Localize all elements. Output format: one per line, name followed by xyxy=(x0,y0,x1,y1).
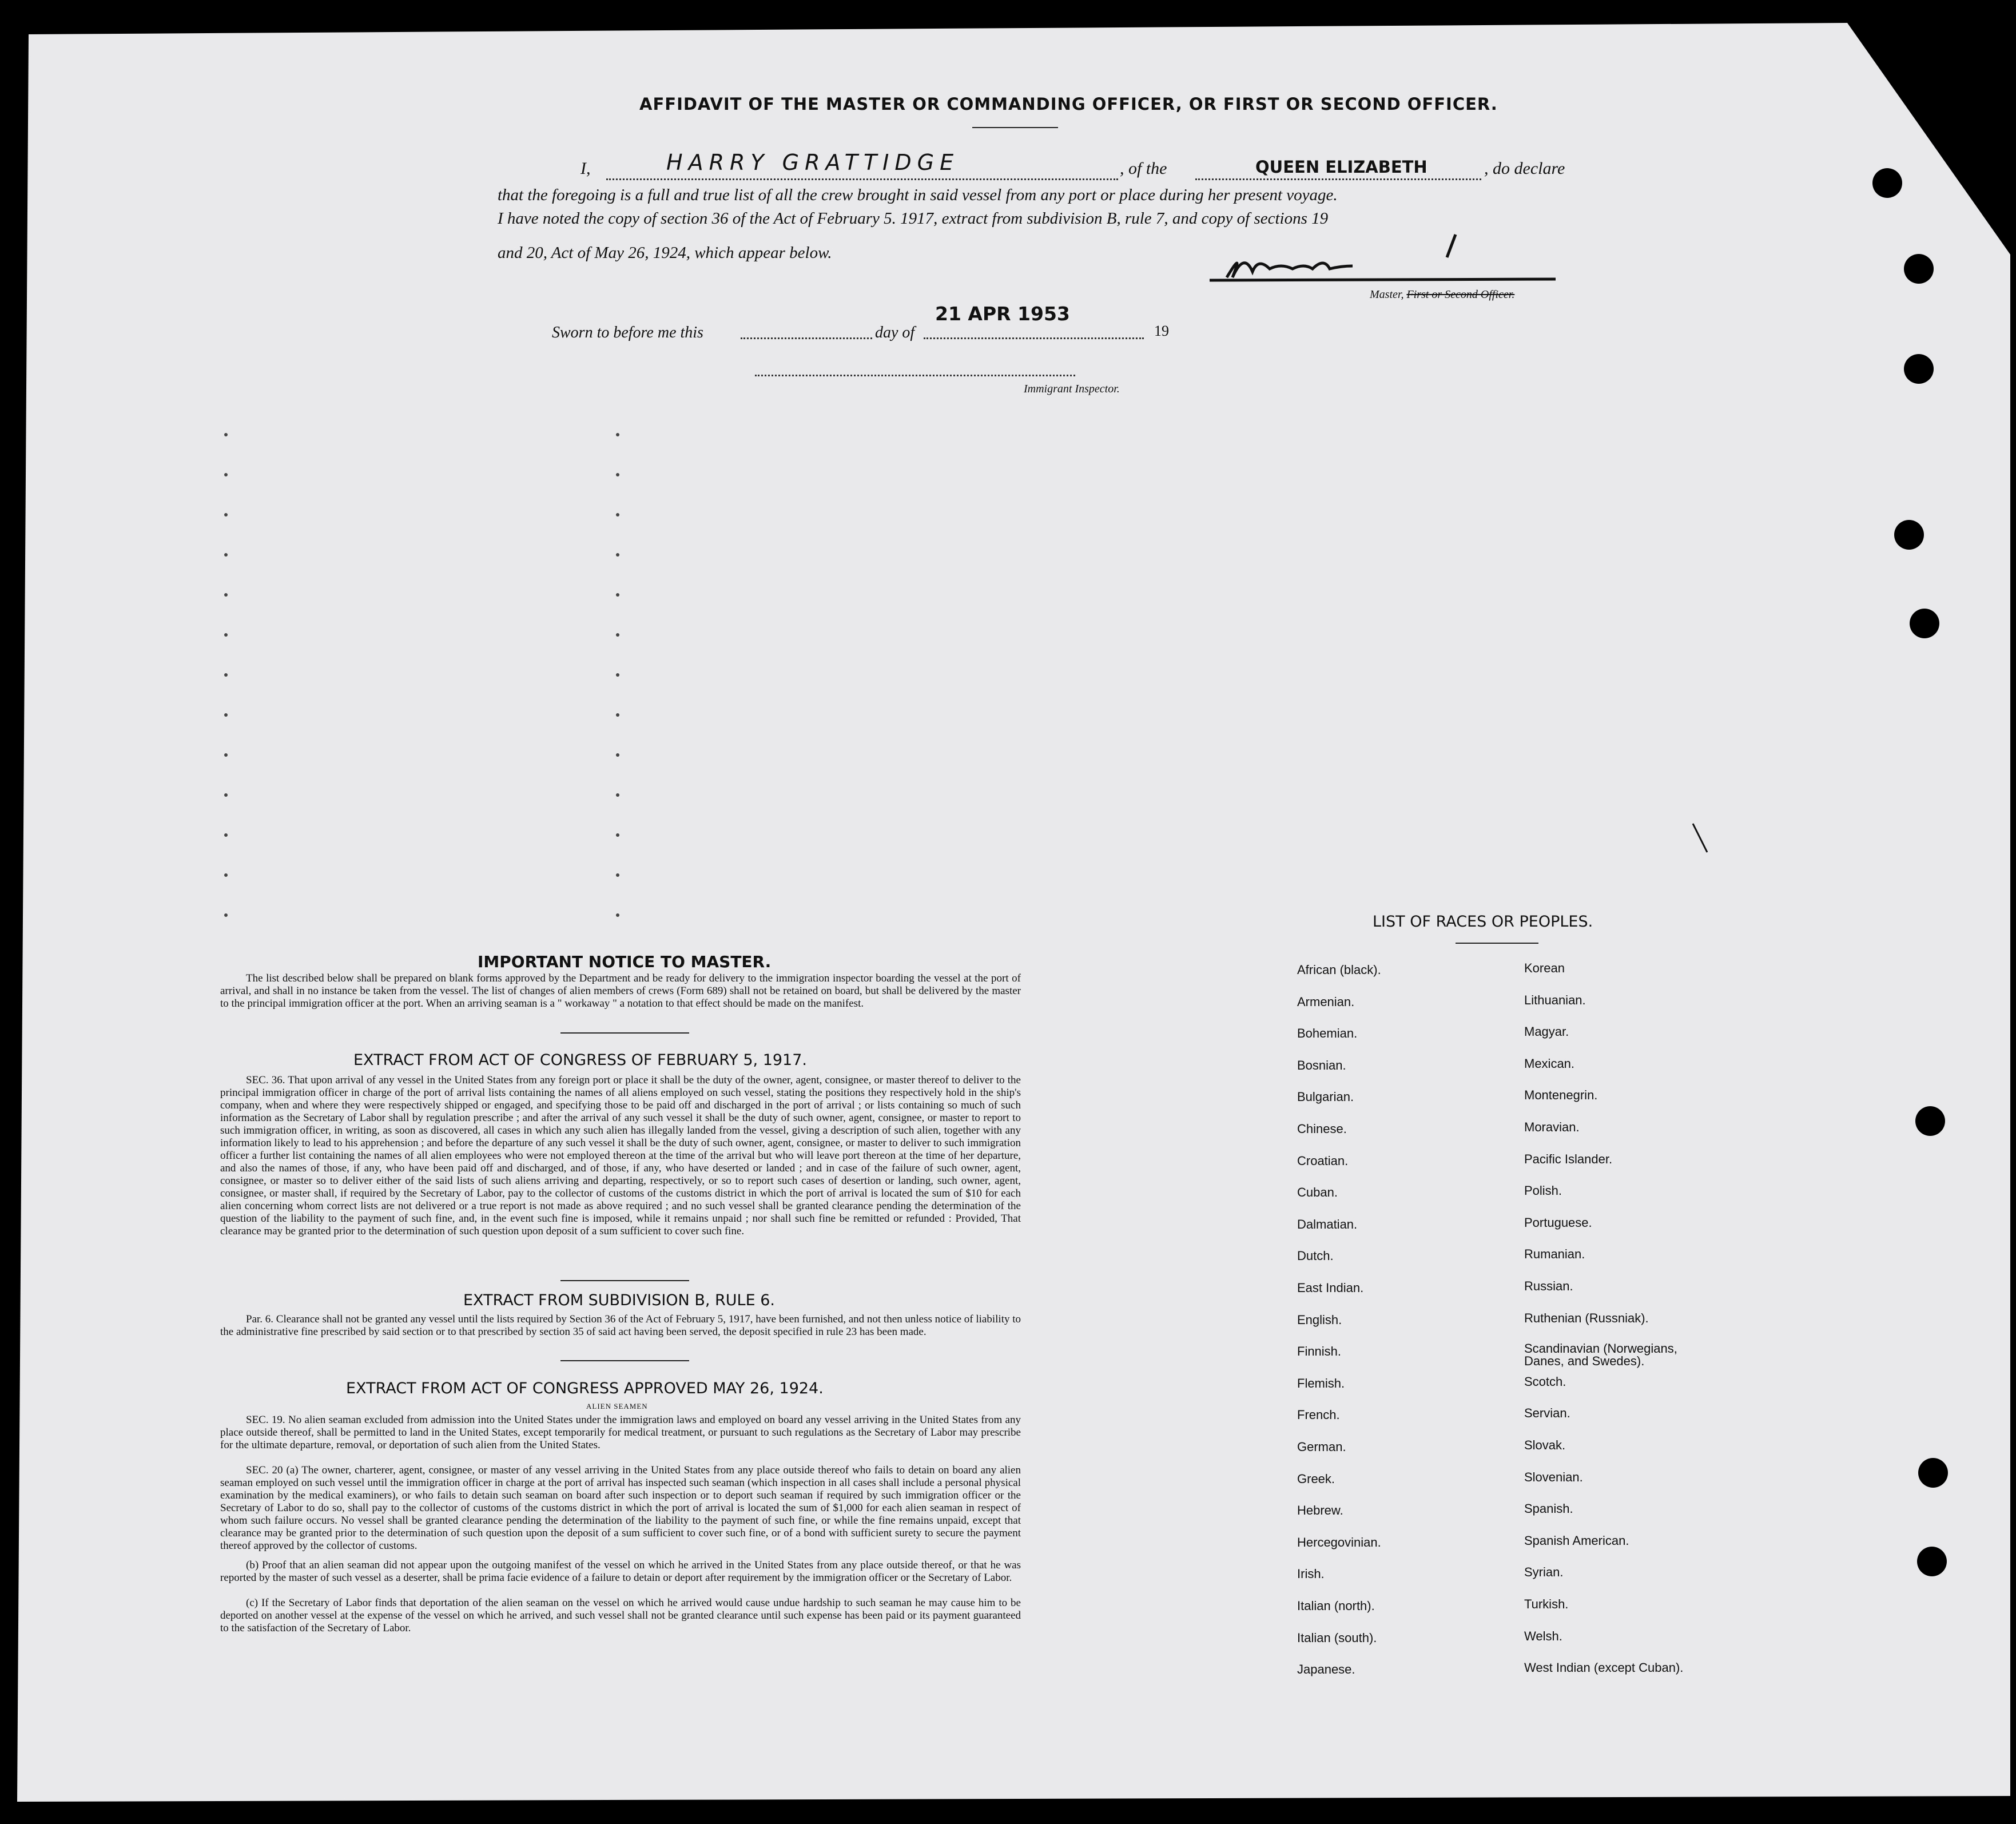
extract-1917-title: EXTRACT FROM ACT OF CONGRESS OF FEBRUARY 5, 1917. xyxy=(353,1051,807,1069)
notice-body: The list described below shall be prepared on blank forms approved by the Department and be ready for delivery to the immigration inspector boarding the vessel at the port of arrival, and shall in no instance be taken from the vessel. The list of changes of alien members of crews (Form 689) shall not be retained on board, but shall be delivered by the master to the principal immigration officer at the port. When an arriving seaman is a " workaway " a notation to that effect should be made on the manifest. xyxy=(220,972,1021,1010)
races-title: LIST OF RACES OR PEOPLES. xyxy=(1373,913,1593,931)
signature-caption-struck: First or Second Officer. xyxy=(1406,288,1515,301)
notice-title: IMPORTANT NOTICE TO MASTER. xyxy=(478,952,772,971)
race-entry: Bohemian. xyxy=(1297,1026,1358,1041)
extract-rule6-title: EXTRACT FROM SUBDIVISION B, RULE 6. xyxy=(463,1291,775,1309)
race-entry: Croatian. xyxy=(1297,1153,1349,1168)
divider xyxy=(560,1280,689,1281)
signature-caption-master: Master, xyxy=(1370,288,1404,301)
punch-hole xyxy=(1915,1106,1945,1136)
race-entry: Slovenian. xyxy=(1524,1469,1583,1484)
race-entry: Russian. xyxy=(1524,1279,1573,1293)
race-entry: Armenian. xyxy=(1297,994,1355,1009)
vessel-line xyxy=(1195,178,1481,180)
race-entry: Bulgarian. xyxy=(1297,1090,1354,1104)
race-entry: East Indian. xyxy=(1297,1281,1364,1295)
race-entry: Welsh. xyxy=(1524,1628,1562,1643)
race-entry: Montenegrin. xyxy=(1524,1088,1598,1103)
race-entry: Syrian. xyxy=(1524,1565,1564,1580)
race-entry: Korean xyxy=(1524,961,1565,975)
extract-1924-subtitle: ALIEN SEAMEN xyxy=(586,1402,648,1410)
race-entry: Dalmatian. xyxy=(1297,1217,1358,1231)
punch-hole xyxy=(1872,168,1902,198)
race-entry: Cuban. xyxy=(1297,1185,1338,1200)
punch-hole xyxy=(1904,254,1934,284)
punch-hole xyxy=(1917,1547,1947,1576)
sworn-date-stamp: 21 APR 1953 xyxy=(935,303,1070,325)
race-entry: Bosnian. xyxy=(1297,1058,1346,1072)
extract-1924-sec19: SEC. 19. No alien seaman excluded from admission into the United States under the immigration laws and employed on board any vessel arriving in the United States from any place outside thereof, shall be permitted to land in the United States, except temporarily for medical treatment, or pursuant to such regulations as the Secretary of Labor may prescribe for the ultimate departure, removal, or deportation of such alien from the United States. xyxy=(220,1414,1021,1451)
race-entry: Finnish. xyxy=(1297,1344,1342,1359)
race-entry: Irish. xyxy=(1297,1567,1325,1581)
extract-1924-sec20c: (c) If the Secretary of Labor finds that deportation of the alien seaman on the vessel on which he arrived would cause undue hardship to such seaman he may cause him to be deported on another vessel at the expense of the vessel on which he arrived, and such vessel shall not be granted clearance until such expense has been paid or its payment guaranteed to the satisfaction of the Secretary of Labor. xyxy=(220,1597,1021,1634)
race-entry: Flemish. xyxy=(1297,1376,1345,1390)
punch-hole xyxy=(1918,1458,1948,1488)
declaration-line-2: that the foregoing is a full and true list of all the crew brought in said vessel from any port or place during her present voyage. xyxy=(498,186,1338,204)
race-entry: Magyar. xyxy=(1524,1024,1569,1039)
punch-hole xyxy=(1894,520,1924,550)
declaration-line-4: and 20, Act of May 26, 1924, which appear below. xyxy=(498,244,832,262)
race-entry: Hercegovinian. xyxy=(1297,1535,1381,1549)
race-entry: Scotch. xyxy=(1524,1374,1566,1389)
race-entry: Turkish. xyxy=(1524,1597,1569,1611)
punch-hole xyxy=(1910,609,1939,638)
race-entry: Slovak. xyxy=(1524,1438,1566,1452)
extract-1924-title: EXTRACT FROM ACT OF CONGRESS APPROVED MAY 26, 1924. xyxy=(346,1380,824,1397)
do-declare-label: , do declare xyxy=(1484,159,1565,178)
inspector-caption: Immigrant Inspector. xyxy=(1024,383,1120,395)
master-name: HARRY GRATTIDGE xyxy=(666,150,960,175)
declaration-intro: I, xyxy=(580,159,591,178)
extract-1924-sec20a: SEC. 20 (a) The owner, charterer, agent, consignee, or master of any vessel arriving in the United States from any place outside thereof who fails to detain on board any alien seaman employed on such vessel until the immigration officer in charge at the port of arrival has inspected such seaman (which inspection in all cases shall include a personal physical examination by the medical examiners), or who fails to detain such seaman on board after such inspection or to deport such seaman if required by such immigration officer or the Secretary of Labor to do so, shall pay to the collector of customs of the customs district in which the port of arrival is located the sum of $1,000 for each alien seaman in respect of whom such failure occurs. No vessel shall be granted clearance pending the determination of the liability to the payment of such fine, or while the fine remains unpaid, except that clearance may be granted prior to the determination of such question upon the deposit of a sum sufficient to cover such fine, or of a bond with sufficient surety to secure the payment thereof approved by the collector of customs. xyxy=(220,1464,1021,1552)
race-entry: Scandinavian (Norwegians, Danes, and Swedes). xyxy=(1524,1341,1677,1369)
race-entry: Mexican. xyxy=(1524,1056,1575,1071)
race-entry: Spanish American. xyxy=(1524,1533,1629,1548)
affidavit-title: AFFIDAVIT OF THE MASTER OR COMMANDING OFFICER, OR FIRST OR SECOND OFFICER. xyxy=(639,94,1498,114)
sworn-label: Sworn to before me this xyxy=(552,324,703,341)
race-entry: West Indian (except Cuban). xyxy=(1524,1660,1684,1675)
inspector-signature-line xyxy=(755,375,1075,376)
punch-hole xyxy=(1904,354,1934,384)
race-entry: Hebrew. xyxy=(1297,1503,1343,1518)
race-entry: Rumanian. xyxy=(1524,1247,1585,1262)
race-entry: Japanese. xyxy=(1297,1662,1355,1677)
race-entry: Portuguese. xyxy=(1524,1215,1592,1230)
race-entry: Ruthenian (Russniak). xyxy=(1524,1310,1649,1325)
divider xyxy=(560,1032,689,1034)
race-entry: English. xyxy=(1297,1312,1342,1327)
divider xyxy=(560,1360,689,1361)
extract-rule6-body: Par. 6. Clearance shall not be granted any vessel until the lists required by Section 36 of the Act of February 5, 1917, have been furnished, and not then unless notice of liability to the administrative fine prescribed by said section or to that prescribed by section 35 of said act having been served, the deposit specified in rule 23 has been made. xyxy=(220,1313,1021,1338)
race-entry: Italian (south). xyxy=(1297,1630,1377,1645)
day-of-label: day of xyxy=(875,324,915,341)
extract-1917-body: SEC. 36. That upon arrival of any vessel in the United States from any foreign port or place it shall be the duty of the owner, agent, consignee, or master thereof to deliver to the principal immigration officer in charge of the port of arrival lists containing the names of all aliens employed on such vessel, stating the positions they respectively hold in the ship's company, when and where they were respectively shipped or engaged, and specifying those to be paid off and discharged in the port of arrival ; or lists containing so much of such information as the Secretary of Labor shall by regulation prescribe ; and after the arrival of any such vessel it shall be the duty of such owner, agent, consignee, or master to report to such immigration officer, in writing, as soon as discovered, all cases in which any such alien has illegally landed from the vessel, giving a description of such alien, together with any information likely to lead to his apprehension ; and before the departure of any such vessel it shall be the duty of such owner, agent, consignee, or master to deliver to such immigration officer a further list containing the names of all alien employees who were not employed thereon at the time of the arrival but who will leave port thereon at the time of her departure, and also the names of those, if any, who have been paid off and discharged, and of those, if any, who have deserted or landed ; and in case of the failure of such owner, agent, consignee, or master so to deliver either of the said lists of such aliens arriving and departing, respectively, or so to report such cases of desertion or landing, such owner, agent, consignee, or master shall, if required by the Secretary of Labor, pay to the collector of customs of the customs district in which the port of arrival is located the sum of $10 for each alien concerning whom correct lists are not delivered or a true report is not made as above required ; and no such vessel shall be granted clearance pending the determination of the question of the liability to the payment of such fine, and, in the event such fine is imposed, while it remains unpaid ; nor shall such fine be remitted or refunded : Provided, That clearance may be granted prior to the determination of such question upon deposit of a sum sufficient to cover such fine. xyxy=(220,1074,1021,1237)
race-entry: German. xyxy=(1297,1440,1346,1454)
race-entry: French. xyxy=(1297,1408,1340,1422)
sworn-day-line xyxy=(741,337,872,339)
race-entry: Moravian. xyxy=(1524,1120,1580,1134)
race-entry: Spanish. xyxy=(1524,1501,1573,1516)
race-entry: Italian (north). xyxy=(1297,1599,1375,1613)
race-entry: Chinese. xyxy=(1297,1122,1347,1136)
sworn-date-line xyxy=(924,337,1144,339)
declaration-line-3: I have noted the copy of section 36 of the Act of February 5. 1917, extract from subdivision B, rule 7, and copy of sections 19 xyxy=(498,209,1329,228)
vessel-name: QUEEN ELIZABETH xyxy=(1255,157,1427,177)
race-entry: Lithuanian. xyxy=(1524,992,1586,1007)
race-entry: African (black). xyxy=(1297,963,1381,977)
race-entry: Greek. xyxy=(1297,1471,1335,1486)
of-the-label: , of the xyxy=(1120,159,1167,178)
races-title-underline xyxy=(1456,943,1538,944)
race-entry: Polish. xyxy=(1524,1183,1562,1198)
extract-1924-sec20b: (b) Proof that an alien seaman did not appear upon the outgoing manifest of the vessel on which he arrived in the United States from any place outside thereof, or that he was reported by the master of such vessel as a deserter, shall be prima facie evidence of a failure to detain or deport after requirement by the immigration officer or the Secretary of Labor. xyxy=(220,1559,1021,1584)
name-line xyxy=(606,178,1118,180)
year-prefix: 19 xyxy=(1154,323,1169,339)
race-entry: Pacific Islander. xyxy=(1524,1151,1613,1166)
race-entry: Servian. xyxy=(1524,1406,1570,1421)
signature-caption xyxy=(1370,289,1514,300)
race-entry: Dutch. xyxy=(1297,1249,1334,1263)
title-underline xyxy=(972,127,1058,128)
